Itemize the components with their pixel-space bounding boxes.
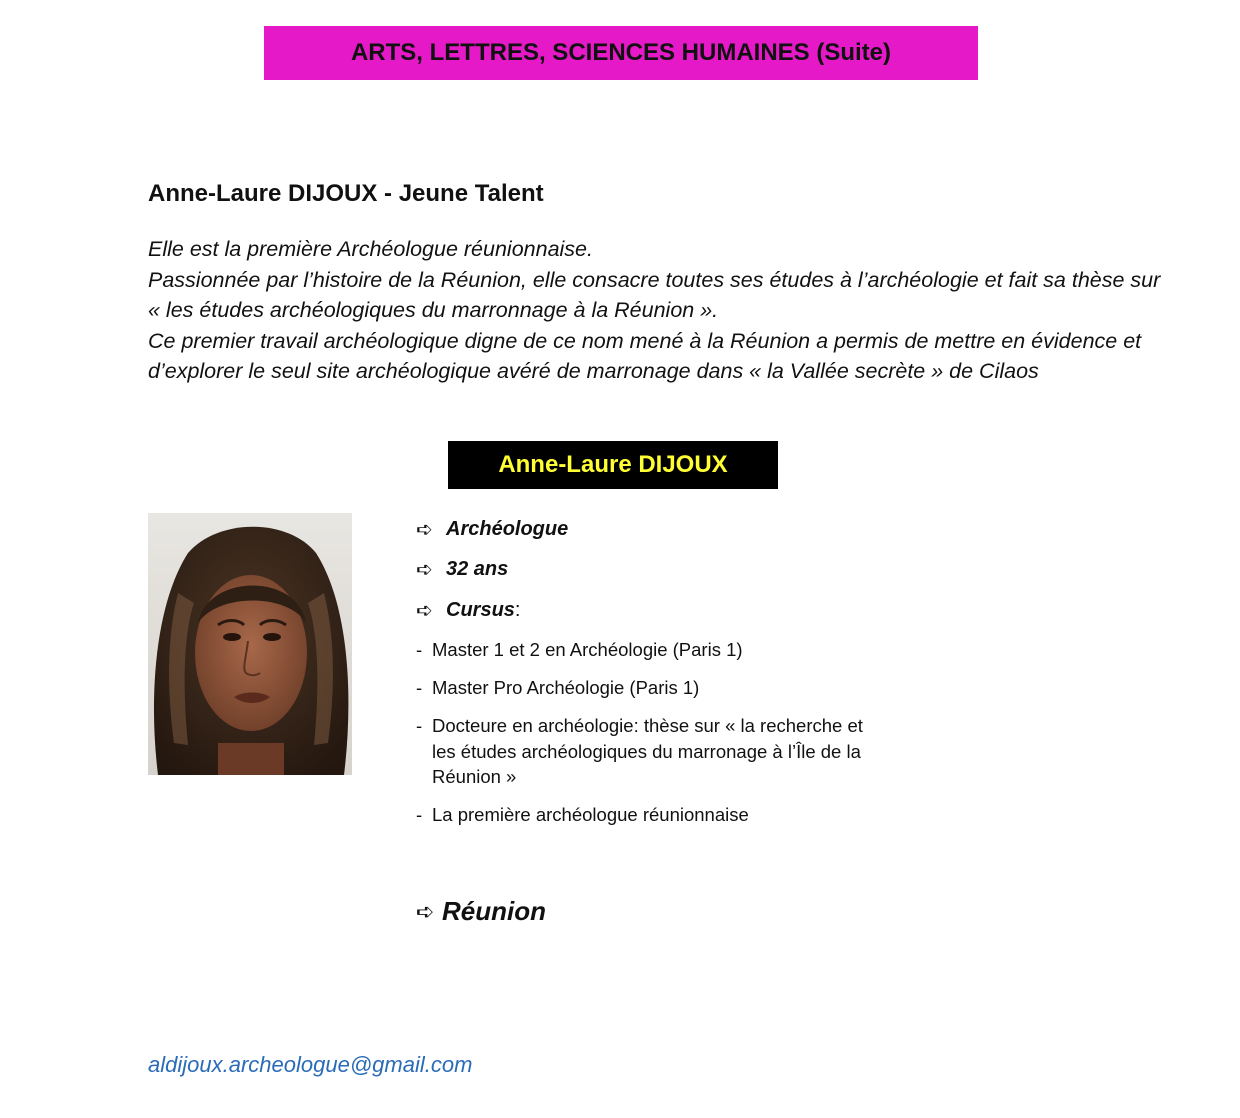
list-item <box>416 713 876 790</box>
intro-line: Ce premier travail archéologique digne de ce nom mené à la Réunion a permis de mettre en évidence et d’explorer le seul site archéologique avéré de marronage dans « la Vallée secrète » de Cilaos <box>148 328 1142 383</box>
email-link[interactable]: aldijoux.archeologue@gmail.com <box>148 1052 473 1077</box>
course-text: Docteure en archéologie: thèse sur « la recherche et les études archéologiques du marronage à l’Île de la Réunion » <box>432 715 863 787</box>
intro-line: Passionnée par l’histoire de la Réunion, elle consacre toutes ses études à l’archéologie et fait sa thèse sur « les études archéologiques du marronnage à la Réunion ». <box>148 267 1161 322</box>
fact-label: 32 ans <box>446 558 509 580</box>
dash-bullet: - <box>416 715 423 736</box>
course-text: La première archéologue réunionnaise <box>432 804 749 825</box>
fact-separator: : <box>514 598 521 621</box>
list-item <box>416 802 876 828</box>
course-text: Master 1 et 2 en Archéologie (Paris 1) <box>432 639 743 660</box>
cursus-list <box>416 637 876 840</box>
course-text: Master Pro Archéologie (Paris 1) <box>432 677 700 698</box>
dash-bullet: - <box>416 639 423 660</box>
arrow-icon: ➪ <box>416 559 433 581</box>
arrow-icon: ➪ <box>416 898 435 924</box>
dash-bullet: - <box>416 804 423 825</box>
location-line <box>416 896 546 927</box>
list-item <box>416 637 876 663</box>
arrow-icon: ➪ <box>416 599 433 622</box>
fact-label: Cursus <box>446 598 515 621</box>
fact-cursus <box>416 595 936 625</box>
arrow-icon: ➪ <box>416 518 433 541</box>
intro-paragraph <box>148 234 1178 387</box>
portrait-photo <box>148 513 352 775</box>
fact-profession <box>416 514 936 544</box>
profile-facts <box>416 514 936 636</box>
profile-name: Anne-Laure DIJOUX <box>498 451 728 478</box>
dash-bullet: - <box>416 677 423 698</box>
banner-title: ARTS, LETTRES, SCIENCES HUMAINES (Suite) <box>350 39 892 66</box>
section-banner <box>264 26 978 80</box>
fact-age <box>416 555 936 585</box>
profile-name-box <box>448 441 778 489</box>
list-item <box>416 675 876 701</box>
location-label: Réunion <box>442 896 546 926</box>
fact-label: Archéologue <box>446 517 569 540</box>
intro-line: Elle est la première Archéologue réunionnaise. <box>148 237 593 261</box>
page-title: Anne-Laure DIJOUX - Jeune Talent <box>148 180 544 207</box>
